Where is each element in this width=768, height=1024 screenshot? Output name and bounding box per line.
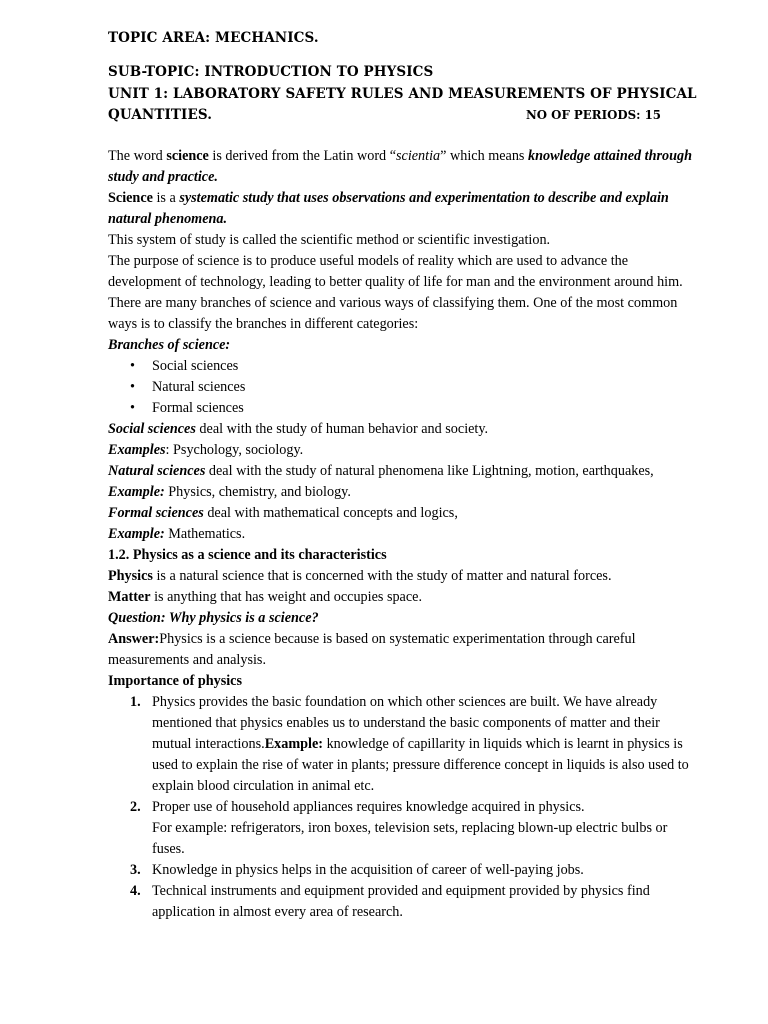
paragraph-science-definition: [108, 188, 698, 230]
example-label: Example:: [108, 526, 165, 542]
term-science: Science: [108, 190, 153, 206]
list-item-label: Social sciences: [152, 358, 239, 374]
answer-label: Answer:: [108, 631, 160, 647]
text: ” which means: [440, 148, 528, 164]
formal-sciences-definition: [108, 503, 698, 524]
answer: [108, 629, 698, 671]
formal-sciences-example: [108, 524, 698, 545]
text: For example: refrigerators, iron boxes, television sets, replacing blown-up electric bulbs or fuses.: [152, 820, 668, 857]
paragraph-scientific-method: This system of study is called the scientific method or scientific investigation.: [108, 232, 551, 248]
subtopic-heading: SUB-TOPIC: INTRODUCTION TO PHYSICS: [108, 64, 434, 80]
importance-list: [108, 692, 698, 923]
term-formal-sciences: Formal sciences: [108, 505, 204, 521]
bullet-icon: •: [130, 400, 135, 416]
question: [108, 608, 698, 629]
list-item: [108, 398, 698, 419]
text: Knowledge in physics helps in the acquisition of career of well-paying jobs.: [152, 862, 584, 878]
social-sciences-definition: [108, 419, 698, 440]
text: Technical instruments and equipment provided and equipment provided by physics find application in almost every area of research.: [152, 883, 650, 920]
term-matter: Matter: [108, 589, 151, 605]
text: Mathematics.: [164, 526, 246, 542]
list-item: [108, 797, 698, 860]
unit-heading-line2: QUANTITIES.: [108, 107, 213, 123]
text: Physics, chemistry, and biology.: [164, 484, 351, 500]
list-item: [108, 881, 698, 923]
list-item: [108, 692, 698, 797]
text: deal with the study of natural phenomena like Lightning, motion, earthquakes,: [205, 463, 654, 479]
bullet-icon: •: [130, 358, 135, 374]
section-1-2-title: [108, 545, 698, 566]
social-sciences-examples: [108, 440, 698, 461]
list-number: 1.: [130, 694, 141, 710]
bullet-icon: •: [130, 379, 135, 395]
topic-area-heading: TOPIC AREA: MECHANICS.: [108, 30, 319, 46]
list-item: [108, 377, 698, 398]
importance-title: [108, 671, 698, 692]
number-of-periods: NO OF PERIODS: 15: [526, 108, 662, 122]
text: Proper use of household appliances requires knowledge acquired in physics.: [152, 799, 585, 815]
text: The word: [108, 148, 167, 164]
branches-list: [108, 356, 698, 419]
text: knowledge of capillarity in liquids which is learnt in physics is used to explain the rise of water in plants; pressure difference concept in liquids is also used to explain blood circulation in animal etc.: [152, 736, 689, 794]
natural-sciences-example: [108, 482, 698, 503]
knowledge-definition: knowledge attained through study and practice.: [108, 148, 692, 185]
text: : Psychology, sociology.: [165, 442, 304, 458]
text: deal with mathematical concepts and logics,: [203, 505, 458, 521]
paragraph-science-origin: [108, 146, 698, 188]
text: is a: [152, 190, 180, 206]
term-natural-sciences: Natural sciences: [108, 463, 206, 479]
text: deal with the study of human behavior and society.: [195, 421, 489, 437]
section-title-text: 1.2. Physics as a science and its characteristics: [108, 547, 387, 563]
list-number: 2.: [130, 799, 141, 815]
text: Physics provides the basic foundation on which other sciences are built. We have already mentioned that physics enables us to understand the basic components of matter and their mutual interactions.: [152, 694, 660, 752]
list-item-label: Natural sciences: [152, 379, 246, 395]
question-text: Question: Why physics is a science?: [108, 610, 319, 626]
list-item: [108, 860, 698, 881]
term-science: science: [166, 148, 209, 164]
document-body: [108, 146, 698, 923]
term-physics: Physics: [108, 568, 153, 584]
paragraph-branches-intro: There are many branches of science and various ways of classifying them. One of the most common ways is to classify the branches in different categories:: [108, 295, 678, 332]
list-number: 3.: [130, 862, 141, 878]
list-item: [108, 356, 698, 377]
answer-text: Physics is a science because is based on systematic experimentation through careful measurements and analysis.: [108, 631, 636, 668]
branches-title: [108, 335, 698, 356]
physics-definition: [108, 566, 698, 587]
list-item-label: Formal sciences: [152, 400, 244, 416]
text: is derived from the Latin word “: [208, 148, 396, 164]
importance-title-text: Importance of physics: [108, 673, 242, 689]
text: is a natural science that is concerned with the study of matter and natural forces.: [152, 568, 612, 584]
natural-sciences-definition: [108, 461, 698, 482]
unit-heading-line1: UNIT 1: LABORATORY SAFETY RULES AND MEASUREMENTS OF PHYSICAL: [108, 86, 697, 102]
example-label: Example:: [108, 484, 165, 500]
science-definition: systematic study that uses observations and experimentation to describe and explain natural phenomena.: [108, 190, 669, 227]
term-scientia: scientia: [396, 148, 441, 164]
example-label: Example:: [264, 736, 324, 752]
text: is anything that has weight and occupies space.: [150, 589, 422, 605]
term-social-sciences: Social sciences: [108, 421, 196, 437]
matter-definition: [108, 587, 698, 608]
branches-title-text: Branches of science:: [108, 337, 231, 353]
examples-label: Examples: [108, 442, 166, 458]
list-number: 4.: [130, 883, 141, 899]
paragraph-purpose: The purpose of science is to produce useful models of reality which are used to advance the development of technology, leading to better quality of life for man and the environment around him.: [108, 253, 683, 290]
